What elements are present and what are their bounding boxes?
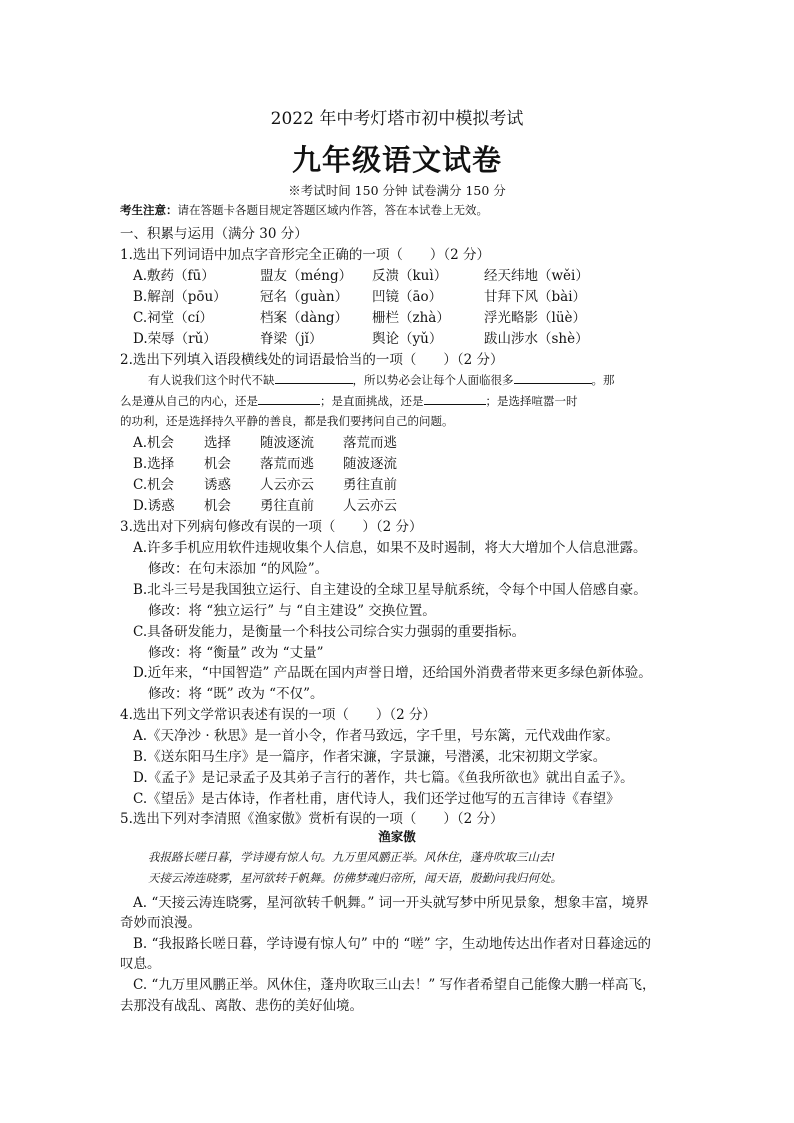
poem-line-1: 我报路长嗟日暮，学诗谩有惊人句。九万里风鹏正举。风休住，蓬舟吹取三山去! [148, 850, 556, 864]
exam-info: ※考试时间 150 分钟 试卷满分 150 分 [288, 183, 506, 198]
q1-option-c-2: 档案（dàng） [260, 310, 349, 326]
q3-option-c-fix: 修改：将 “衡量” 改为 “丈量” [148, 645, 324, 661]
q1-option-d-4: 跋山涉水（shè） [484, 331, 589, 347]
q2-option-b-4: 随波逐流 [343, 456, 397, 472]
q2-option-a-4: 落荒而逃 [343, 435, 397, 451]
notice-text: 请在答题卡各题目规定答题区域内作答，答在本试卷上无效。 [177, 203, 488, 217]
q2-option-c-4: 勇往直前 [343, 477, 397, 493]
q1-option-a-2: 盟友（méng） [260, 268, 353, 284]
q3-option-a-fix: 修改：在句末添加 “的风险”。 [148, 561, 329, 577]
q3-option-a: A.许多手机应用软件违规收集个人信息，如果不及时遏制，将大大增加个人信息泄露。 [133, 540, 647, 556]
q2-option-d-4: 人云亦云 [343, 498, 397, 514]
q4-option-d: D.《孟子》是记录孟子及其弟子言行的著作，共七篇。《鱼我所欲也》就出自孟子》。 [133, 770, 634, 786]
q5-option-c-line-2: 去那没有战乱、离散、悲伤的美好仙境。 [120, 998, 363, 1014]
q2-option-d-2: 机会 [204, 498, 231, 514]
q1-option-d-1: D.荣辱（rǔ） [133, 331, 217, 347]
poem-line-2: 天接云涛连晓雾，星河欲转千帆舞。仿佛梦魂归帝所，闻天语，殷勤问我归何处。 [148, 871, 562, 885]
q2-option-d-1: D.诱惑 [133, 498, 175, 514]
q2-option-c-3: 人云亦云 [260, 477, 314, 493]
q2-text: 么是遵从自己的内心，还是 [120, 394, 258, 408]
q2-option-b-2: 机会 [204, 456, 231, 472]
q1-option-a-3: 反溃（kuì） [372, 268, 448, 284]
q1-option-c-3: 栅栏（zhà） [372, 310, 450, 326]
question-2-stem: 2.选出下列填入语段横线处的词语最恰当的一项（ ）（2 分） [120, 352, 504, 368]
q4-option-a: A.《天净沙 · 秋思》是一首小令，作者马致远，字千里，号东篱，元代戏曲作家。 [133, 728, 619, 744]
q1-option-b-2: 冠名（guàn） [260, 289, 349, 305]
blank-line [424, 392, 486, 405]
q2-passage-line-3: 的功利，还是选择持久平静的善良，都是我们要拷问自己的问题。 [120, 414, 454, 428]
candidate-notice [120, 202, 488, 218]
q1-option-d-3: 舆论（yǔ） [372, 331, 443, 347]
q2-option-b-1: B.选择 [133, 456, 175, 472]
blank-line [275, 371, 353, 384]
q2-option-c-2: 诱惑 [204, 477, 231, 493]
q4-option-b: B.《送东阳马生序》是一篇序，作者宋濂，字景濂，号潜溪，北宋初期文学家。 [133, 749, 607, 765]
page-title: 九年级语文试卷 [291, 143, 502, 177]
q2-text: ，所以势必会让每个人面临很多 [352, 373, 514, 387]
q1-option-c-4: 浮光略影（lüè） [484, 310, 587, 326]
q2-text: 有人说我们这个时代不缺 [148, 373, 275, 387]
q2-option-b-3: 落荒而逃 [260, 456, 314, 472]
q2-option-c-1: C.机会 [133, 477, 175, 493]
q1-option-c-1: C.祠堂（cí） [133, 310, 214, 326]
q2-text: 。那 [591, 373, 615, 387]
q3-option-d: D.近年来，“中国智造” 产品既在国内声誉日增，还给国外消费者带来更多绿色新体验。 [133, 665, 652, 681]
q1-option-b-4: 甘拜下风（bài） [484, 289, 587, 305]
q3-option-b-fix: 修改：将 “独立运行” 与 “自主建设” 交换位置。 [148, 603, 436, 619]
q2-passage-line-1 [148, 371, 615, 388]
blank-line [258, 392, 320, 405]
q5-option-a-line-1: A. “天接云涛连晓雾，星河欲转千帆舞。” 词一开头就写梦中所见景象，想象丰富，境界 [133, 895, 649, 911]
question-5-stem: 5.选出下列对李清照《渔家傲》赏析有误的一项（ ）（2 分） [120, 811, 504, 827]
q2-option-d-3: 勇往直前 [260, 498, 314, 514]
q3-option-b: B.北斗三号是我国独立运行、自主建设的全球卫星导航系统，令每个中国人倍感自豪。 [133, 582, 647, 598]
q2-text: ；是直面挑战，还是 [320, 394, 424, 408]
q2-option-a-1: A.机会 [133, 435, 175, 451]
q5-option-b-line-2: 叹息。 [120, 956, 161, 972]
q1-option-d-2: 脊梁（jǐ） [260, 331, 323, 347]
poem-title: 渔家傲 [378, 829, 416, 844]
q5-option-c-line-1: C. “九万里风鹏正举。风休住，蓬舟吹取三山去！” 写作者希望自己能像大鹏一样高飞， [133, 977, 656, 993]
q2-passage-line-2 [120, 392, 578, 409]
q1-option-a-1: A.敷药（fū） [133, 268, 215, 284]
exam-title: 2022 年中考灯塔市初中模拟考试 [270, 109, 524, 129]
q5-option-a-line-2: 奇妙而浪漫。 [120, 915, 201, 931]
q5-option-b-line-1: B. “我报路长嗟日暮，学诗谩有惊人句” 中的 “嗟” 字，生动地传达出作者对日暮途远的 [133, 936, 651, 952]
question-3-stem: 3.选出对下列病句修改有误的一项（ ）（2 分） [120, 519, 423, 535]
q4-option-c: C.《望岳》是古体诗，作者杜甫，唐代诗人，我们还学过他写的五言律诗《春望》 [133, 791, 620, 807]
q2-option-a-2: 选择 [204, 435, 231, 451]
q1-option-b-3: 凹镜（āo） [372, 289, 443, 305]
q1-option-b-1: B.解剖（pōu） [133, 289, 227, 305]
q1-option-a-4: 经天纬地（wěi） [484, 268, 589, 284]
q3-option-d-fix: 修改：将 “既” 改为 “不仅”。 [148, 686, 324, 702]
question-4-stem: 4.选出下列文学常识表述有误的一项（ ）（2 分） [120, 707, 437, 723]
notice-label: 考生注意： [120, 203, 178, 217]
blank-line [514, 371, 592, 384]
section-heading: 一、积累与运用（满分 30 分） [120, 226, 308, 242]
q3-option-c: C.具备研发能力，是衡量一个科技公司综合实力强弱的重要指标。 [133, 624, 526, 640]
question-1-stem: 1.选出下列词语中加点字音形完全正确的一项（ ）（2 分） [120, 247, 491, 263]
q2-text: ；是选择喧嚣一时 [485, 394, 578, 408]
q2-option-a-3: 随波逐流 [260, 435, 314, 451]
